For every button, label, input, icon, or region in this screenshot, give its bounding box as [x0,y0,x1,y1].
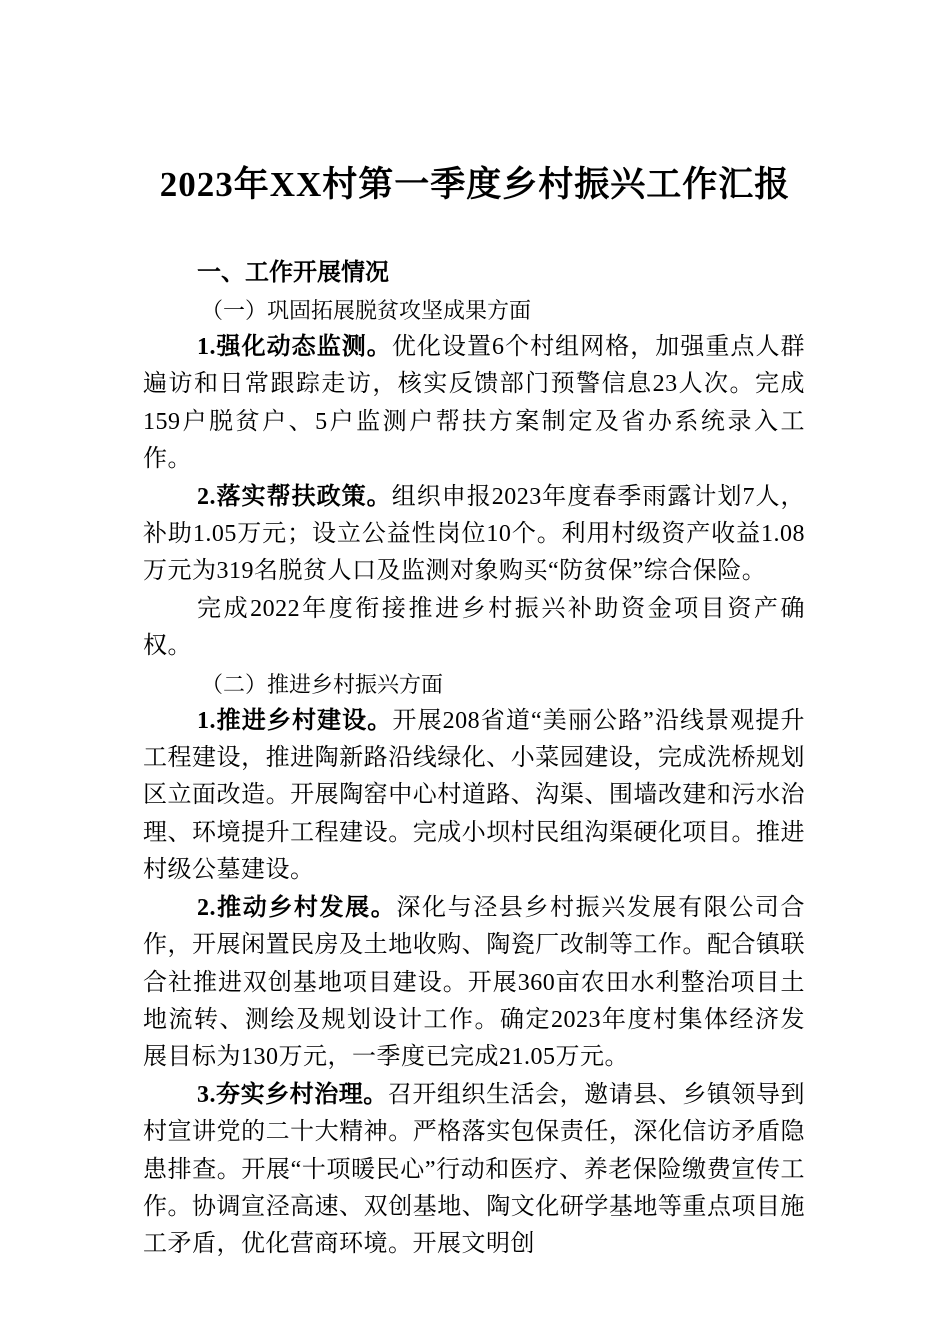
paragraph-asset-confirmation: 完成2022年度衔接推进乡村振兴补助资金项目资产确权。 [143,595,805,660]
paragraph-lead: 1.推进乡村建设。 [197,707,393,734]
document-body [143,255,805,1264]
section-heading-work-status: 一、工作开展情况 [197,260,389,286]
document-title: 2023年XX村第一季度乡村振兴工作汇报 [159,165,791,204]
paragraph-text: 开展208省道“美丽公路”沿线景观提升工程建设，推进陶新路沿线绿化、小菜园建设，完成洗桥规划区立面改造。开展陶窑中心村道路、沟渠、围墙改建和污水治理、环境提升工程建设。完成小坝村民组沟渠硬化项目。推进村级公墓建设。 [143,707,806,884]
paragraph-lead: 1.强化动态监测。 [197,334,392,360]
subsection-heading-revitalization: （二）推进乡村振兴方面 [201,671,444,697]
paragraph-governance [143,1077,805,1264]
paragraph-monitoring [143,329,805,479]
subsection-heading-poverty: （一）巩固拓展脱贫攻坚成果方面 [201,298,532,323]
paragraph-lead: 2.落实帮扶政策。 [197,483,392,510]
paragraph-construction [143,703,805,890]
paragraph-lead: 3.夯实乡村治理。 [197,1081,388,1108]
paragraph-text: 召开组织生活会，邀请县、乡镇领导到村宣讲党的二十大精神。严格落实包保责任，深化信访矛盾隐患排查。开展“十项暖民心”行动和医疗、养老保险缴费宣传工作。协调宣泾高速、双创基地、陶文化研学基地等重点项目施工矛盾，优化营商环境。开展文明创 [143,1081,806,1258]
paragraph-policy [143,479,805,591]
paragraph-lead: 2.推动乡村发展。 [197,894,397,921]
paragraph-text: 优化设置6个村组网格，加强重点人群遍访和日常跟踪走访，核实反馈部门预警信息23人次。完成159户脱贫户、5户监测户帮扶方案制定及省办系统录入工作。 [143,334,806,473]
paragraph-text: 组织申报2023年度春季雨露计划7人，补助1.05万元；设立公益性岗位10个。利用村级资产收益1.08万元为319名脱贫人口及监测对象购买“防贫保”综合保险。 [143,483,806,585]
paragraph-development [143,890,805,1077]
paragraph-text: 深化与泾县乡村振兴发展有限公司合作，开展闲置民房及土地收购、陶瓷厂改制等工作。配合镇联合社推进双创基地项目建设。开展360亩农田水利整治项目土地流转、测绘及规划设计工作。确定2023年度村集体经济发展目标为130万元，一季度已完成21.05万元。 [143,894,806,1071]
